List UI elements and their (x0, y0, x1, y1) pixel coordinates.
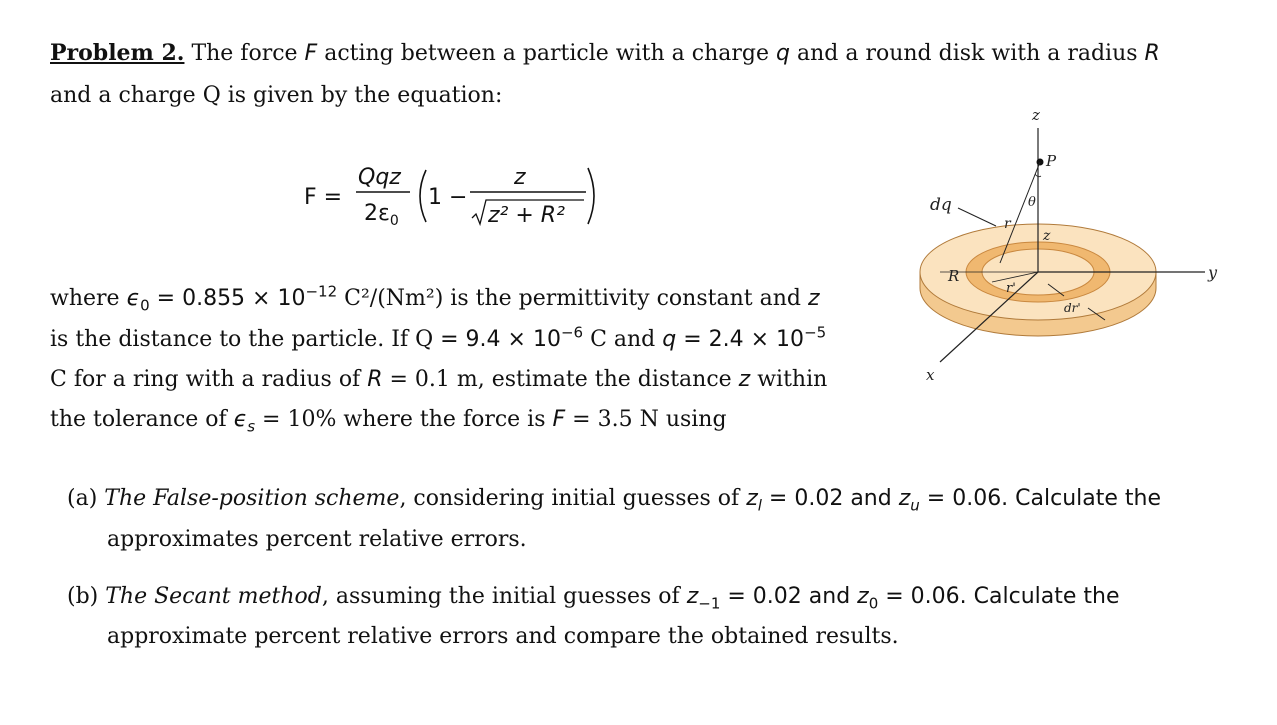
method-secant: The Secant method (105, 584, 322, 609)
eq-one-minus: 1 − (428, 185, 468, 210)
eq-inner-num: z (514, 165, 526, 190)
label-theta: θ (1028, 195, 1036, 210)
sub: s (247, 417, 256, 436)
text: acting between a particle with a charge (317, 41, 777, 66)
var-z0: z (857, 584, 869, 609)
part-a-label: (a) (67, 486, 105, 511)
text: C²/(Nm²) is the permittivity constant and (337, 286, 808, 311)
text: = 10% where the force is (255, 407, 553, 432)
label-R: R (948, 267, 960, 285)
text: = 2.4 × 10 (676, 327, 805, 352)
label-r: r (1004, 216, 1011, 232)
text: = 0.855 × 10 (149, 286, 306, 311)
part-b-line-1 (67, 583, 1120, 611)
sup: −12 (305, 282, 338, 301)
text: is the distance to the particle. If Q (50, 327, 441, 352)
eq-inner-den: z² + R² (488, 203, 565, 228)
text: where (50, 286, 127, 311)
body-line-2 (50, 323, 827, 354)
body-line-1 (50, 282, 820, 315)
eq-denominator: $2\varepsilon_0$ (364, 201, 399, 229)
var-eps0: ϵ (126, 286, 141, 311)
label-P: P (1046, 152, 1057, 170)
label-dq: dq (930, 195, 952, 215)
label-y-axis: y (1208, 263, 1218, 282)
label-dr-prime: dr' (1064, 301, 1081, 315)
var-F: F (304, 41, 318, 66)
text: within (750, 367, 828, 392)
sub: 0 (140, 296, 150, 315)
dq-arrow (958, 208, 996, 226)
part-b-label: (b) (67, 584, 106, 609)
sup: −5 (804, 323, 827, 342)
var-R: R (367, 367, 383, 392)
text: C for a ring with a radius of (50, 367, 368, 392)
var-eps-s: ϵ (233, 407, 248, 432)
label-z-axis: z (1032, 106, 1040, 124)
part-a-line-1 (67, 485, 1161, 513)
part-b-line-2: approximate percent relative errors and compare the obtained results. (107, 624, 899, 649)
text: C and (583, 327, 663, 352)
method-false-position: The False-position scheme (104, 486, 400, 511)
right-paren (588, 168, 594, 224)
var-z-minus1: z (686, 584, 699, 609)
text: = 0.02 and (761, 486, 899, 511)
var-z: z (738, 367, 751, 392)
equation-svg (300, 158, 620, 240)
problem-line-1 (50, 39, 1160, 68)
problem-line-2: and a charge Q is given by the equation: (50, 83, 503, 108)
var-F: F (552, 407, 566, 432)
problem-label: Problem 2. (50, 40, 185, 66)
part-a-line-2: approximates percent relative errors. (107, 527, 527, 552)
text: = 9.4 × 10 (440, 327, 561, 352)
text: = 0.06. Calculate the (919, 486, 1162, 511)
text: , considering initial guesses of (399, 486, 747, 511)
label-x-axis: x (926, 366, 935, 384)
label-z-seg: z (1043, 228, 1051, 244)
sup: −6 (560, 323, 584, 342)
text: = 3.5 N using (565, 407, 727, 432)
eq-lhs: F = (304, 185, 343, 210)
label-r-prime: r' (1006, 281, 1016, 296)
text: = 0.02 and (720, 584, 858, 609)
body-line-3 (50, 366, 827, 394)
sub: −1 (698, 594, 721, 613)
var-zl: z (746, 486, 758, 511)
text: and a round disk with a radius (789, 41, 1145, 66)
var-z: z (807, 286, 820, 311)
text: = 0.06. Calculate the (878, 584, 1120, 609)
var-zu: z (898, 486, 911, 511)
force-equation (300, 158, 620, 240)
sub: u (910, 496, 920, 515)
disk-figure (900, 98, 1240, 398)
disk-figure-svg (900, 98, 1240, 398)
text: The force (184, 41, 305, 66)
sub: 0 (868, 594, 879, 613)
var-q: q (776, 41, 790, 66)
eq-numerator: Qqz (358, 165, 401, 190)
var-q: q (662, 327, 677, 352)
text: , assuming the initial guesses of (321, 584, 687, 609)
text: the tolerance of (50, 407, 234, 432)
body-line-4 (50, 406, 727, 434)
var-R: R (1144, 41, 1160, 66)
sub: l (757, 496, 762, 515)
text: = 0.1 m, estimate the distance (382, 367, 739, 392)
left-paren (420, 170, 426, 222)
